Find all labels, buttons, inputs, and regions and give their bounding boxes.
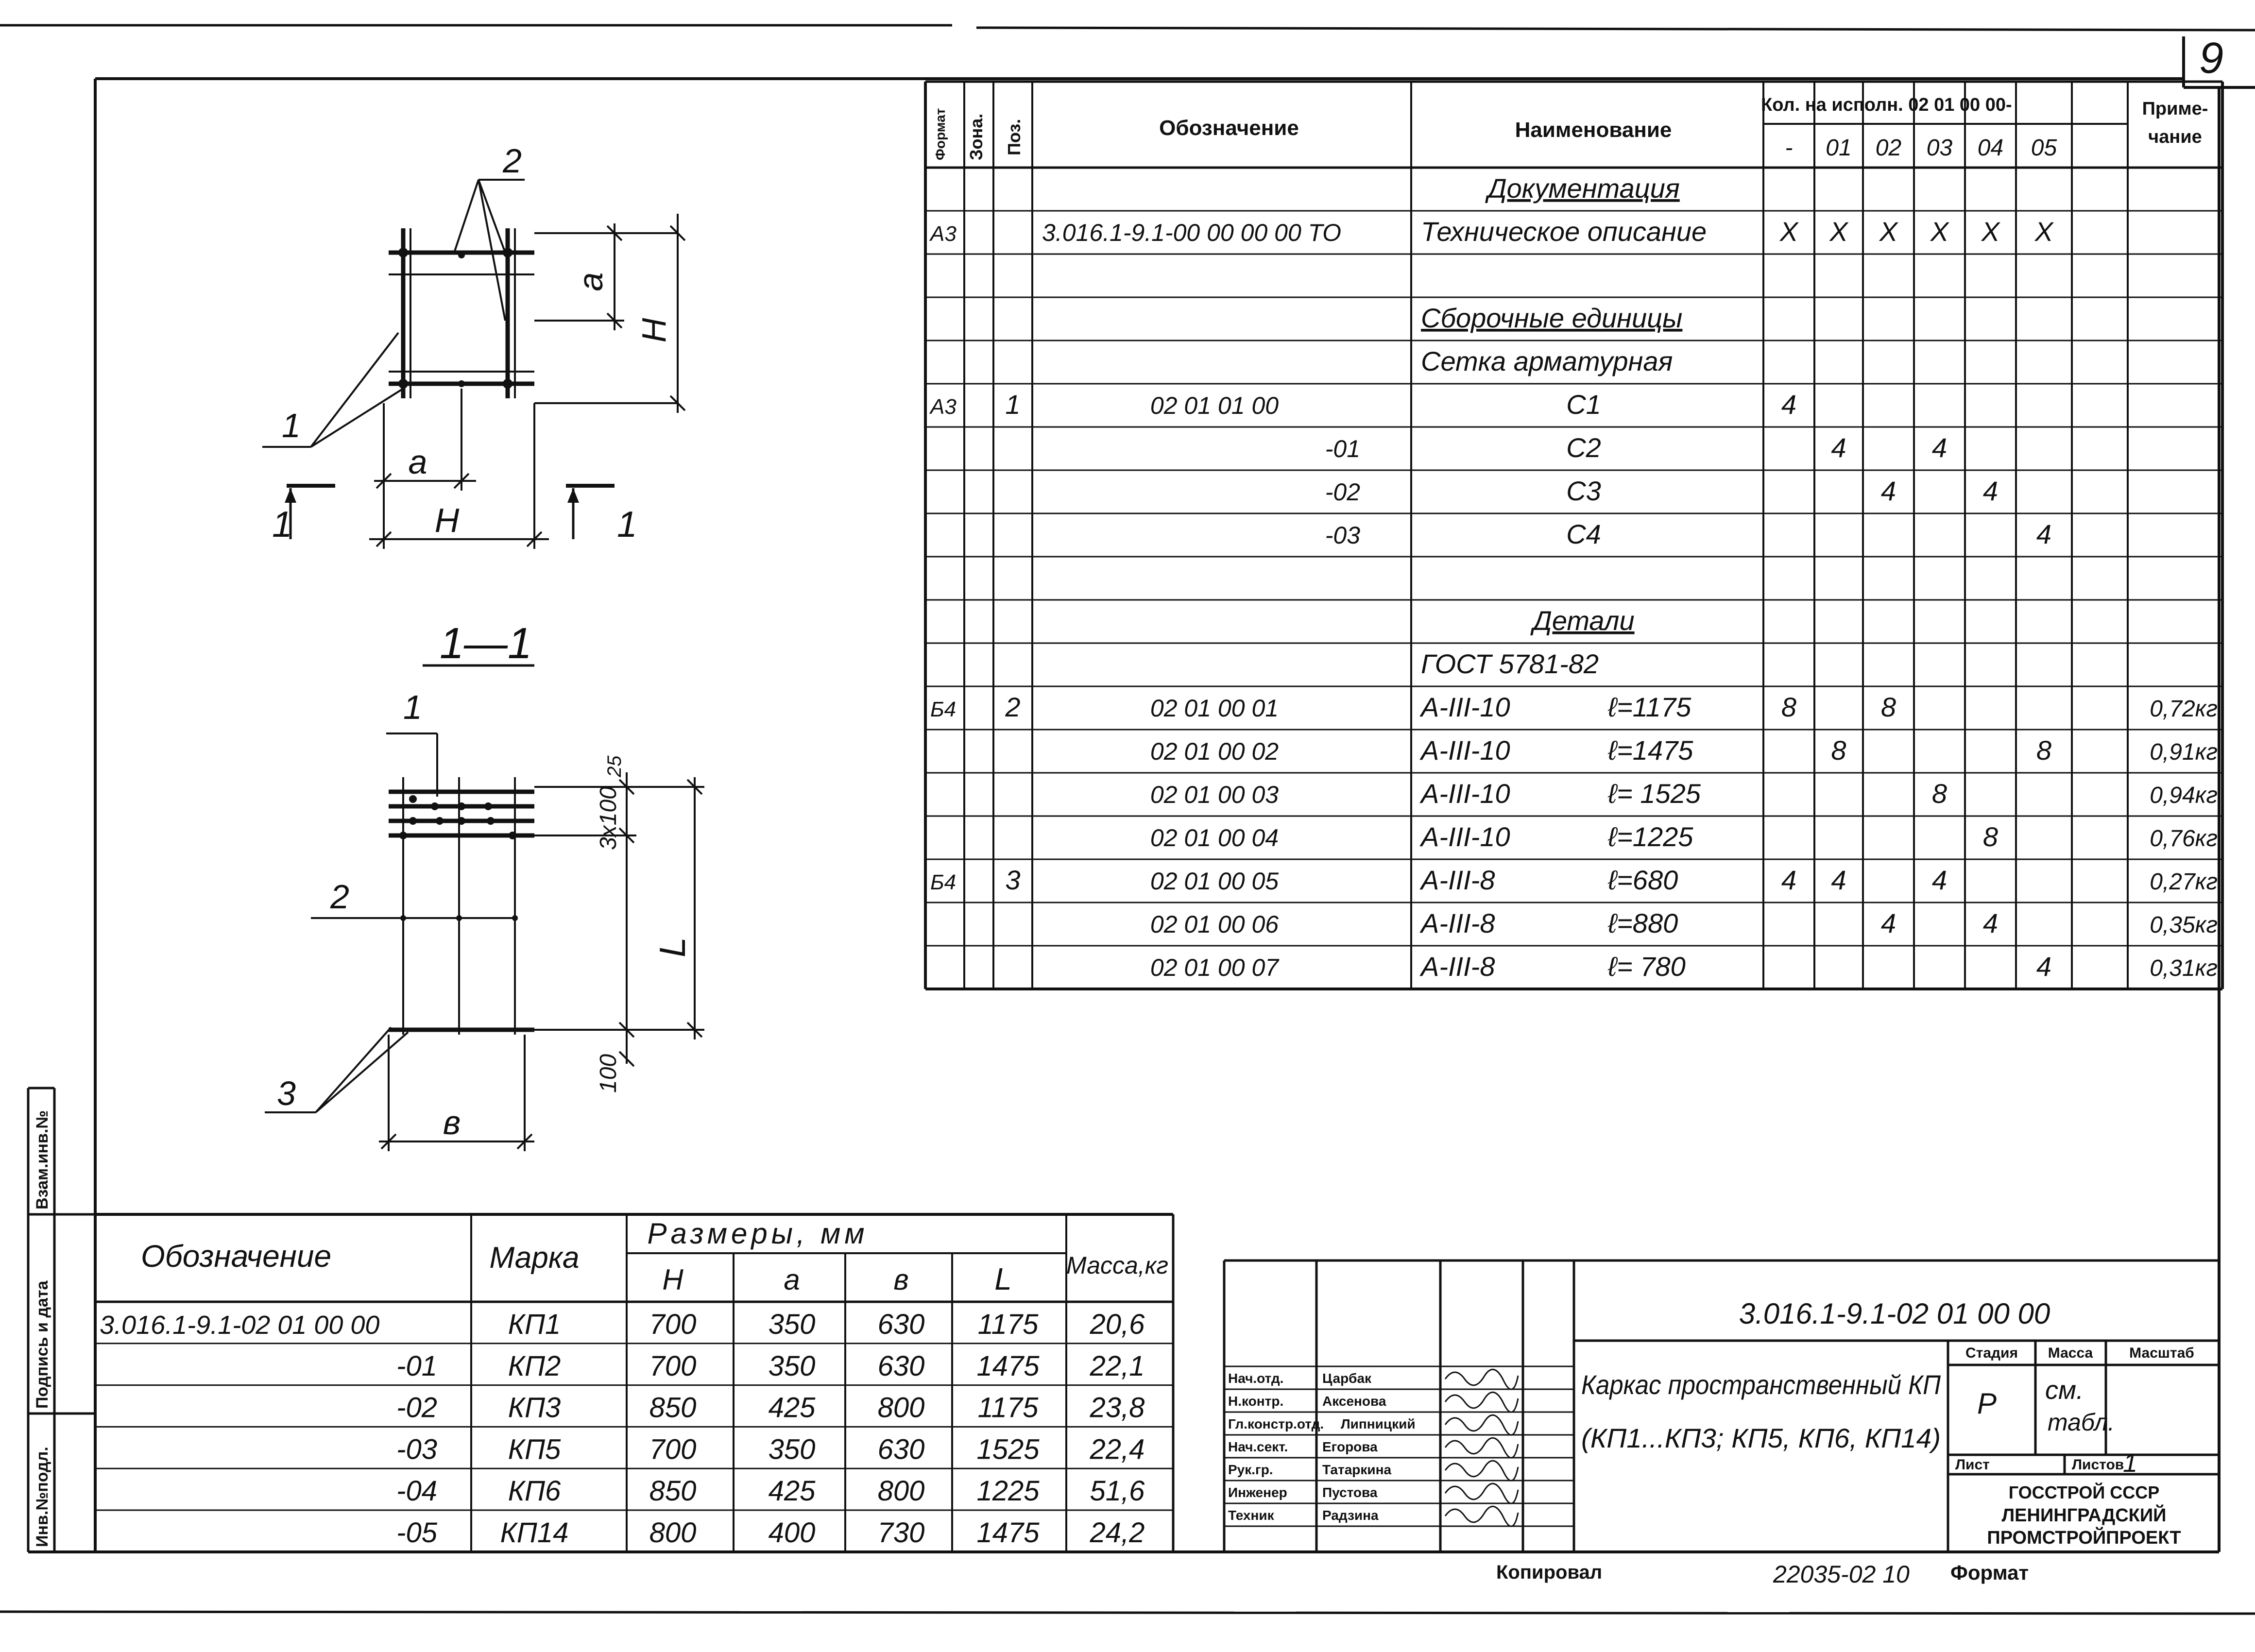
spec-cell-designation: -02 [1325,478,1360,506]
sizes-cell-mass: 51,6 [1090,1475,1145,1507]
title-sheets-label: Листов [2072,1457,2124,1473]
sizes-header-mass: Масса,кг [1066,1252,1168,1279]
sizes-cell-a: 425 [768,1475,816,1507]
spec-cell-length: ℓ= 1525 [1608,778,1701,809]
title-scale-label: Масштаб [2129,1345,2194,1361]
spec-cell-designation: -01 [1325,435,1360,462]
sizes-header-mark: Марка [489,1241,580,1275]
sizes-header-designation: Обозначение [141,1239,332,1274]
spec-cell-format: Б4 [930,870,957,894]
section-dim-3x100: 3x100 [596,786,621,850]
spec-header-designation: Обозначение [1159,116,1299,140]
spec-cell-qty: X [1779,216,1798,247]
spec-cell-qty: 8 [2036,735,2052,766]
signature-scribble [1445,1506,1518,1526]
sizes-cell-a: 350 [768,1350,816,1382]
title-line-2: (КП1...КП3; КП5, КП6, КП14) [1581,1423,1941,1453]
title-person-name: Липницкий [1341,1416,1416,1431]
spec-cell-name: А-III-10 [1421,821,1510,852]
spec-cell-qty: X [1879,216,1898,247]
spec-header-variant: 01 [1826,135,1852,161]
sizes-cell-b: 630 [877,1309,925,1340]
title-person-role: Гл.констр.отд. [1228,1416,1324,1431]
title-mass-value-1: см. [2045,1376,2084,1405]
spec-cell-qty: X [1981,216,2000,247]
format-label: Формат [1950,1561,2029,1584]
sizes-cell-mark: КП6 [508,1475,561,1507]
order-code: 22035-02 10 [1773,1561,1910,1588]
title-block-people [1228,1371,1416,1523]
sizes-cell-b: 800 [877,1475,925,1507]
sizes-cell-b: 630 [877,1433,925,1465]
sizes-cell-L: 1475 [976,1350,1040,1382]
title-person-role: Инженер [1228,1485,1287,1500]
spec-cell-name: Сборочные единицы [1421,303,1683,333]
sizes-cell-L: 1525 [976,1433,1040,1465]
spec-cell-qty: 4 [1931,865,1948,895]
spec-cell-designation: 02 01 00 04 [1150,824,1279,852]
spec-cell-qty: 4 [1931,432,1948,463]
spec-cell-length: ℓ= 780 [1608,951,1686,982]
sizes-cell-mass: 22,4 [1090,1433,1145,1465]
spec-cell-qty: 8 [1831,735,1846,766]
spec-cell-name: Сетка арматурная [1421,346,1673,376]
spec-cell-name: Документация [1487,173,1680,204]
spec-cell-qty: 4 [1982,476,1999,506]
sizes-cell-a: 425 [768,1392,816,1424]
title-stage-label: Стадия [1965,1345,2018,1361]
signature-scribble [1445,1461,1518,1481]
spec-header-name: Наименование [1515,118,1672,142]
title-org-1: ГОССТРОЙ СССР [2008,1482,2160,1502]
spec-cell-length: ℓ=1175 [1608,692,1691,722]
spec-header-note: Приме-чание [2142,99,2208,147]
spec-cell-designation: 02 01 00 02 [1150,738,1279,765]
spec-cell-qty: 4 [1781,865,1797,895]
spec-cell-qty: X [1930,216,1949,247]
sizes-cell-H: 700 [649,1350,697,1382]
plan-dim-a-h: a [408,443,427,481]
signature-scribble [1445,1483,1518,1503]
spec-header-zone: Зона. [966,113,986,160]
spec-cell-note: 0,31кг [2150,955,2218,981]
title-doc-code: 3.016.1-9.1-02 01 00 00 [1739,1297,2050,1330]
title-mass-label: Масса [2048,1345,2093,1361]
spec-cell-name: А-III-8 [1421,951,1495,982]
spec-cell-name: Детали [1533,605,1635,636]
section-dim-25: 25 [604,755,625,777]
sizes-cell-a: 350 [768,1433,816,1465]
spec-cell-qty: 4 [1831,432,1846,463]
sizes-cell-b: 730 [877,1517,925,1549]
spec-cell-length: ℓ=680 [1608,865,1678,895]
signature-scribble [1445,1392,1518,1412]
sizes-cell-H: 700 [649,1433,697,1465]
spec-cell-designation: 02 01 01 00 [1150,392,1279,419]
spec-cell-note: 0,72кг [2150,696,2218,722]
sizes-cell-H: 800 [649,1517,697,1549]
title-person-role: Рук.гр. [1228,1462,1273,1477]
spec-cell-name: Техническое описание [1421,216,1707,247]
section-title: 1—1 [439,619,532,668]
spec-cell-designation: 02 01 00 07 [1150,954,1279,981]
spec-header-variant: - [1785,135,1793,161]
spec-header-format: Формат [933,108,948,160]
title-person-name: Пустова [1322,1485,1378,1500]
plan-callout-1: 1 [282,407,301,444]
side-stamp-inv-orig: Инв.№подл. [33,1447,51,1547]
plan-section-right: 1 [617,504,637,545]
spec-cell-designation: 02 01 00 05 [1150,868,1279,895]
sizes-cell-b: 630 [877,1350,925,1382]
sizes-header-a: a [784,1263,800,1296]
spec-header-variant: 03 [1926,135,1953,161]
title-person-name: Аксенова [1322,1394,1386,1409]
spec-header-variant: 05 [2031,135,2057,161]
sizes-cell-L: 1225 [976,1475,1040,1507]
sizes-cell-H: 700 [649,1309,697,1340]
spec-cell-qty: 8 [1880,692,1896,722]
sizes-cell-designation: -03 [396,1433,437,1465]
spec-cell-name: С4 [1566,519,1601,549]
sizes-cell-H: 850 [649,1475,697,1507]
title-org-2: ЛЕНИНГРАДСКИЙ [2001,1505,2167,1526]
plan-dim-H-h: H [434,501,460,539]
spec-cell-name: С3 [1566,476,1601,506]
sizes-header-sizes: Размеры, мм [647,1217,869,1250]
sizes-cell-mark: КП3 [508,1392,561,1424]
title-person-name: Егорова [1322,1439,1378,1454]
title-org-3: ПРОМСТРОЙПРОЕКТ [1987,1528,2181,1548]
title-stage-value: Р [1977,1387,1997,1420]
spec-header-note-box [2128,95,2222,163]
spec-cell-qty: 4 [1880,476,1896,506]
spec-header-qty: Кол. на исполн. 02 01 00 00- [1761,95,2012,115]
sizes-cell-designation: -02 [396,1392,437,1424]
section-dim-100: 100 [596,1054,621,1093]
spec-cell-qty: X [1829,216,1848,247]
spec-cell-designation: 02 01 00 06 [1150,911,1279,938]
sizes-table [100,1217,1168,1549]
sizes-cell-L: 1175 [977,1309,1039,1340]
title-block [1581,1297,2194,1548]
sizes-cell-designation: 3.016.1-9.1-02 01 00 00 [100,1311,380,1340]
sizes-header-L: L [994,1261,1012,1296]
signature-scribble [1445,1369,1518,1389]
side-stamp-inv-replace: Взам.инв.№ [33,1110,51,1209]
plan-dim-H-v: H [635,318,673,343]
sizes-cell-b: 800 [877,1392,925,1424]
title-person-role: Нач.отд. [1228,1371,1284,1386]
spec-cell-note: 0,94кг [2150,783,2218,808]
title-person-name: Татаркина [1322,1462,1392,1477]
spec-cell-length: ℓ=1475 [1608,735,1693,766]
sizes-cell-mass: 23,8 [1090,1392,1145,1424]
spec-cell-name: А-III-10 [1421,735,1510,766]
spec-cell-name: А-III-10 [1421,778,1510,809]
sizes-cell-designation: -05 [396,1517,437,1549]
sizes-cell-mark: КП1 [508,1309,561,1340]
spec-cell-format: А3 [930,395,957,419]
spec-cell-designation: 3.016.1-9.1-00 00 00 00 ТО [1042,219,1341,246]
spec-cell-qty: 4 [1880,908,1896,938]
spec-cell-qty: 4 [2036,519,2052,549]
title-person-role: Техник [1228,1508,1274,1523]
sizes-cell-mark: КП14 [500,1517,569,1549]
sizes-cell-mark: КП2 [508,1350,561,1382]
title-person-role: Нач.сект. [1228,1439,1288,1454]
plan-view [262,142,685,549]
spec-cell-note: 0,76кг [2150,826,2218,852]
spec-header-variant: 02 [1875,135,1902,161]
section-view [265,619,704,1151]
signature-scribble [1445,1438,1518,1458]
sizes-cell-L: 1475 [976,1517,1040,1549]
spec-cell-pos: 2 [1005,692,1021,722]
spec-cell-designation: 02 01 00 01 [1150,695,1279,722]
plan-callout-2: 2 [503,142,522,180]
spec-cell-name: А-III-8 [1421,865,1495,895]
section-callout-3: 3 [277,1074,296,1112]
spec-header-variant: 04 [1977,135,2004,161]
spec-cell-qty: 4 [1781,389,1797,420]
sizes-cell-a: 350 [768,1309,816,1340]
spec-cell-qty: 4 [1982,908,1999,938]
sizes-cell-designation: -01 [396,1350,437,1382]
spec-cell-qty: 4 [1831,865,1846,895]
spec-table [929,95,2222,982]
spec-cell-format: А3 [930,222,957,246]
sizes-header-H: H [662,1263,683,1296]
spec-cell-designation: 02 01 00 03 [1150,781,1279,808]
title-sheet-label: Лист [1955,1457,1990,1473]
sizes-cell-mass: 24,2 [1090,1517,1145,1549]
spec-cell-pos: 1 [1005,389,1021,420]
sizes-header-b: в [893,1263,909,1296]
spec-cell-note: 0,35кг [2150,912,2218,938]
spec-cell-name: А-III-10 [1421,692,1510,722]
section-callout-1: 1 [403,688,422,726]
spec-header-pos: Поз. [1004,119,1024,155]
spec-cell-length: ℓ=880 [1608,908,1678,938]
plan-section-left: 1 [272,504,292,545]
spec-cell-note: 0,91кг [2150,739,2218,765]
section-dim-b: в [443,1104,461,1141]
spec-cell-name: ГОСТ 5781-82 [1421,648,1599,679]
title-sheets-value: 1 [2123,1448,2138,1478]
section-callout-2: 2 [330,878,349,916]
title-person-role: Н.контр. [1228,1394,1284,1409]
title-person-name: Царбак [1322,1371,1372,1386]
sizes-cell-L: 1175 [977,1392,1039,1424]
spec-cell-note: 0,27кг [2150,869,2218,895]
title-person-name: Радзина [1322,1508,1379,1523]
spec-cell-name: С1 [1566,389,1601,420]
sizes-cell-a: 400 [768,1517,816,1549]
copied-label: Копировал [1496,1562,1603,1583]
sizes-cell-mass: 20,6 [1090,1309,1145,1340]
sizes-cell-mark: КП5 [508,1433,561,1465]
spec-cell-pos: 3 [1005,865,1021,895]
spec-cell-name: С2 [1566,432,1601,463]
spec-cell-qty: 8 [1982,821,1999,852]
sizes-cell-H: 850 [649,1392,697,1424]
spec-cell-qty: 8 [1781,692,1797,722]
spec-cell-format: Б4 [930,698,957,721]
spec-cell-name: А-III-8 [1421,908,1495,938]
side-stamp-sign-date: Подпись и дата [33,1280,51,1409]
signature-scribble [1445,1415,1518,1435]
section-dim-L: L [652,937,693,957]
spec-cell-qty: X [2034,216,2053,247]
spec-cell-qty: 8 [1931,778,1948,809]
spec-cell-designation: -03 [1325,522,1360,549]
title-mass-value-2: табл. [2048,1409,2115,1436]
title-line-1: Каркас пространственный КП [1581,1369,1941,1400]
plan-dim-a-v: a [572,272,610,291]
sizes-cell-mass: 22,1 [1090,1350,1145,1382]
spec-cell-length: ℓ=1225 [1608,821,1693,852]
sheet-number: 9 [2199,34,2224,83]
sizes-cell-designation: -04 [396,1475,437,1507]
spec-cell-qty: 4 [2036,951,2052,982]
